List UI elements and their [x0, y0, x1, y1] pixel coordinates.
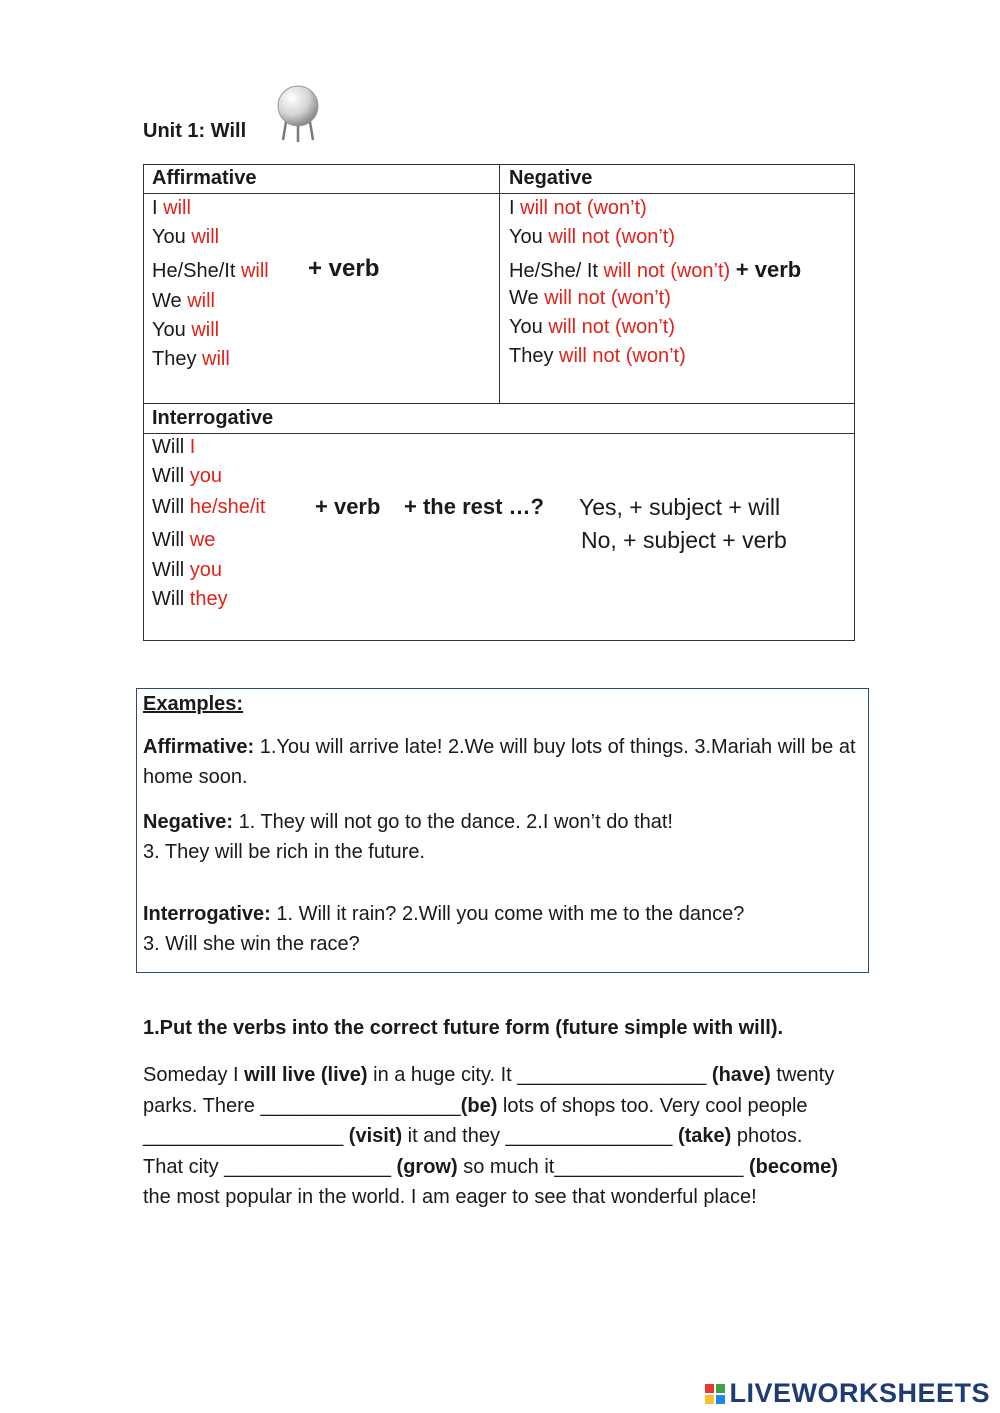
crystal-ball-icon	[270, 82, 326, 144]
examples-box	[136, 688, 869, 973]
list-item: You will	[152, 226, 220, 248]
list-item: Will you	[152, 465, 223, 487]
list-item: I will not (won’t)	[509, 197, 647, 219]
interrogative-header: Interrogative	[152, 407, 274, 429]
interrogative-formula-verb: + verb	[315, 494, 381, 519]
short-answer-yes: Yes, + subject + will	[579, 494, 781, 520]
list-item: Will you	[152, 559, 223, 581]
exercise-text-segment: lots of shops too. Very cool people __________________	[143, 1094, 808, 1147]
liveworksheets-logo	[705, 1378, 990, 1409]
exercise-verb: (visit)	[348, 1125, 403, 1147]
example-negative: Negative: 1. They will not go to the dance. 2.I won’t do that! 3. They will be rich in the future.	[143, 811, 673, 863]
exercise-verb: (take)	[677, 1125, 732, 1147]
example-affirmative: Affirmative: 1.You will arrive late! 2.We will buy lots of things. 3.Mariah will be at home soon.	[143, 736, 856, 788]
list-item: They will	[152, 348, 230, 370]
list-item: You will not (won’t)	[509, 226, 676, 248]
exercise-text-segment: so much it_________________	[457, 1155, 749, 1178]
list-item: He/She/It will	[152, 260, 269, 282]
negative-formula: + verb	[735, 257, 802, 282]
exercise-verb: (grow)	[396, 1155, 458, 1178]
exercise-verb: (have)	[711, 1064, 771, 1086]
example-interrogative: Interrogative: 1. Will it rain? 2.Will you come with me to the dance? 3. Will she win the race?	[143, 903, 745, 955]
exercise-text-segment: photos. That city _______________	[143, 1125, 803, 1178]
logo-text: LIVEWORKSHEETS	[729, 1378, 990, 1408]
examples-heading: Examples:	[143, 693, 244, 715]
grammar-table	[143, 164, 855, 641]
interrogative-formula-rest: + the rest …?	[404, 494, 544, 519]
page-title: Unit 1: Will	[143, 120, 247, 142]
exercise-heading: 1.Put the verbs into the correct future form (future simple with will).	[143, 1017, 784, 1039]
exercise-verb: (become)	[749, 1155, 838, 1178]
list-item: We will	[152, 290, 215, 312]
list-item: They will not (won’t)	[509, 345, 686, 367]
exercise-text-segment: it and they _______________	[402, 1125, 678, 1147]
exercise-verb: (be)	[460, 1094, 498, 1117]
exercise-text-segment: twenty parks. There __________________	[143, 1064, 835, 1117]
list-item: Will they	[152, 588, 228, 610]
short-answer-no: No, + subject + verb	[581, 527, 787, 553]
list-item: I will	[152, 197, 191, 219]
list-item: Will he/she/it	[152, 496, 266, 518]
exercise-text-segment: the most popular in the world. I am eager to see that wonderful place!	[143, 1186, 757, 1208]
exercise-paragraph	[143, 1060, 843, 1213]
liveworksheets-logo-icon	[705, 1384, 725, 1404]
list-item: You will	[152, 319, 220, 341]
affirmative-formula: + verb	[308, 255, 380, 282]
negative-header: Negative	[509, 167, 593, 189]
exercise-text-segment: Someday I	[143, 1064, 245, 1086]
list-item: Will I	[152, 436, 196, 458]
list-item: You will not (won’t)	[509, 316, 676, 338]
list-item: We will not (won’t)	[509, 287, 671, 309]
list-item: Will we	[152, 529, 216, 551]
exercise-verb: will live (live)	[244, 1064, 368, 1086]
affirmative-header: Affirmative	[152, 167, 257, 189]
exercise-text-segment: in a huge city. It _________________	[367, 1064, 712, 1086]
list-item: He/She/ It will not (won’t) + verb	[509, 257, 802, 282]
